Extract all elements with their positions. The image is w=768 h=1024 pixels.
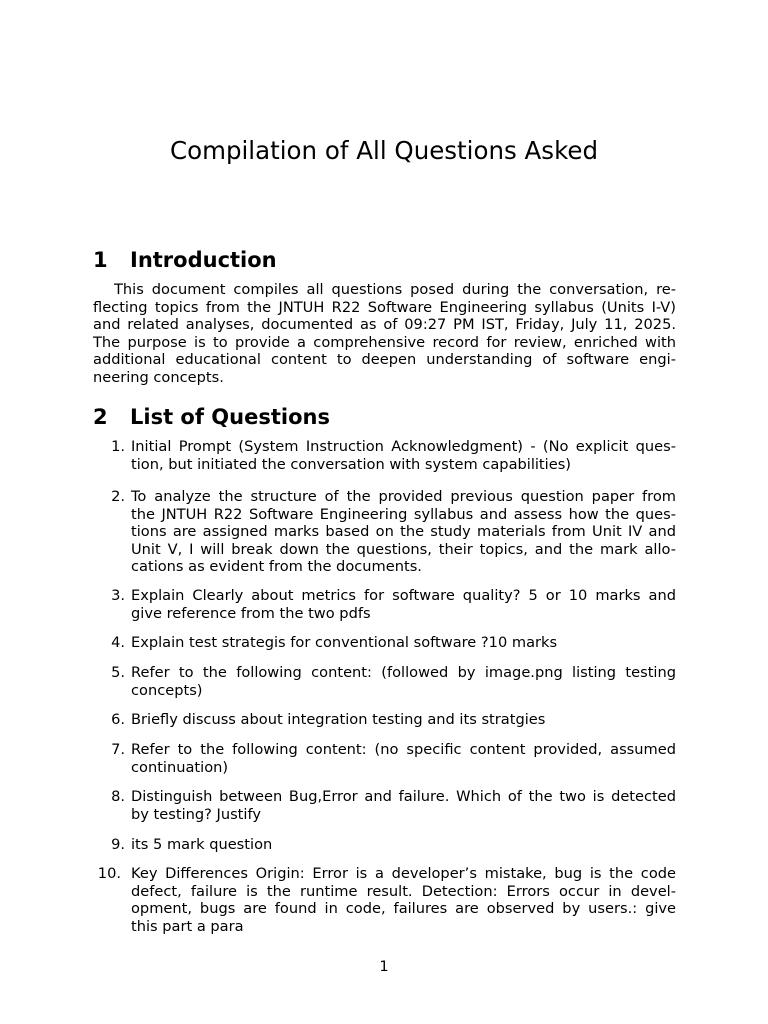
question-text [131,634,676,652]
question-text-line: Refer to the following content: (followed by image.png listing testing [131,664,676,681]
question-text-line: Explain Clearly about metrics for software quality? 5 or 10 marks and [131,587,676,604]
question-text-line: by testing? Justify [131,805,261,823]
question-text [131,836,676,854]
paragraph-line: neering concepts. [93,368,224,386]
section-title: Introduction [130,248,277,272]
document-title: Compilation of All Questions Asked [169,136,599,165]
section-title: List of Questions [130,405,330,429]
paragraph-line: This document compiles all questions posed during the conversation, re- [114,281,676,298]
question-text-line: Distinguish between Bug,Error and failure. Which of the two is detected [131,788,676,805]
question-text [131,438,676,473]
question-text-line: defect, failure is the runtime result. Detection: Errors occur in devel- [131,882,676,900]
question-text-line: give reference from the two pdfs [131,604,371,622]
question-text [131,865,676,935]
question-text-line: tions are assigned marks based on the study materials from Unit IV and [131,523,676,541]
question-text-line: Initial Prompt (System Instruction Acknowledgment) - (No explicit ques- [131,438,676,455]
question-text-line: Explain test strategis for conventional software ?10 marks [131,634,558,651]
question-text-line: opment, bugs are found in code, failures are observed by users.: give [131,900,676,918]
question-text-line: concepts) [131,681,203,699]
question-text-line: Refer to the following content: (no specific content provided, assumed [131,741,676,758]
question-text-line: Key Differences Origin: Error is a developer’s mistake, bug is the code [131,865,676,882]
section-number: 1 [93,248,108,272]
question-text [131,488,676,576]
question-number: 2. [111,488,125,505]
paragraph-line: additional educational content to deepen understanding of software engi- [93,351,676,369]
section-heading-introduction [93,248,277,272]
section-heading-list-of-questions [93,405,330,429]
question-number: 5. [111,664,125,681]
question-number: 9. [111,836,125,853]
question-number: 1. [111,438,125,455]
question-text-line: Unit V, I will break down the questions, their topics, and the mark allo- [131,540,676,558]
question-text-line: tion, but initiated the conversation with system capabilities) [131,455,571,473]
page-number: 1 [379,958,389,975]
question-number: 10. [97,865,121,882]
paragraph-line: flecting topics from the JNTUH R22 Software Engineering syllabus (Units I-V) [93,298,676,316]
question-text [131,741,676,776]
paragraph-line: and related analyses, documented as of 09:27 PM IST, Friday, July 11, 2025. [93,316,676,334]
question-text-line: its 5 mark question [131,836,273,853]
section-number: 2 [93,405,108,429]
question-number: 3. [111,587,125,604]
question-text-line: cations as evident from the documents. [131,558,422,576]
question-number: 8. [111,788,125,805]
question-text [131,664,676,699]
question-text-line: To analyze the structure of the provided previous question paper from [131,488,676,505]
introduction-paragraph [93,281,676,387]
question-text-line: this part a para [131,917,244,935]
question-number: 6. [111,711,125,728]
question-text [131,711,676,729]
question-text-line: the JNTUH R22 Software Engineering syllabus and assess how the ques- [131,505,676,523]
question-number: 4. [111,634,125,651]
question-text-line: Briefly discuss about integration testing and its stratgies [131,711,546,728]
question-text-line: continuation) [131,758,229,776]
paragraph-line: The purpose is to provide a comprehensive record for review, enriched with [93,333,676,351]
question-text [131,587,676,622]
question-number: 7. [111,741,125,758]
question-text [131,788,676,823]
